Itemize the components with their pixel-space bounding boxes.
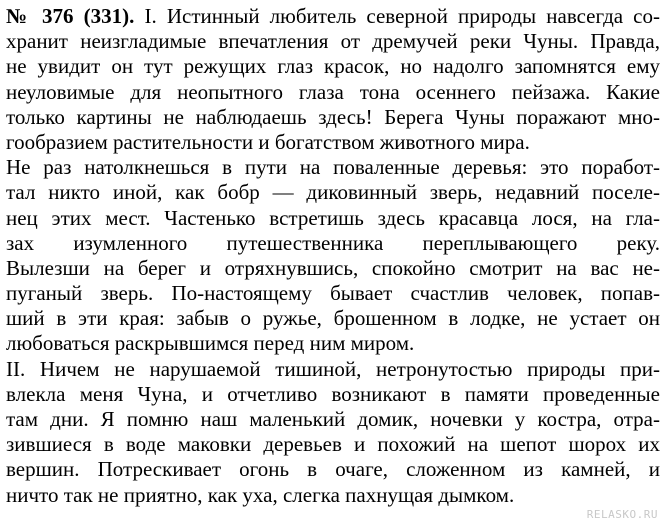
text-line: не увидит он тут режущих глаз красок, но надолго запомнятся ему — [6, 54, 660, 79]
text-line: пуганый зверь. По-настоящему бывает счастлив человек, попав- — [6, 281, 660, 306]
text-line: Вылезши на берег и отряхнувшись, спокойно смотрит на вас не- — [6, 255, 660, 280]
text-line: только картины не наблюдаешь здесь! Берега Чуны поражают мно- — [6, 104, 660, 129]
text-line: вершин. Потрескивает огонь в очаге, сложенном из камней, и — [6, 457, 660, 482]
paragraph-end-line: гообразием растительности и богатством животного мира. — [6, 129, 530, 154]
text-line: Не раз натолкнешься в пути на поваленные деревья: это поработ- — [6, 155, 660, 180]
text-line: зах изумленного путешественника переплывающего реку. — [6, 230, 660, 255]
text-line-1 — [6, 4, 660, 29]
text-line: влекла меня Чуна, и отчетливо возникают в памяти проведенные — [6, 381, 660, 406]
text-line: неуловимые для неопытного глаза тона осеннего пейзажа. Какие — [6, 79, 660, 104]
text-line: нец этих мест. Частенько встретишь здесь красавца лося, на гла- — [6, 205, 660, 230]
paragraph-end-line: любоваться раскрывшимся перед ним миром. — [6, 331, 415, 356]
text-line: тал никто иной, как бобр — диковинный зверь, недавний поселе- — [6, 180, 660, 205]
site-watermark: RELASKO.RU — [586, 508, 658, 521]
text-line: там дни. Я помню наш маленький домик, ночевки у костра, отра- — [6, 407, 660, 431]
text-line: ший в эти края: забыв о ружье, брошенном в лодке, не устает он — [6, 306, 660, 331]
text-line: II. Ничем не нарушаемой тишиной, нетронутостью природы при- — [6, 356, 660, 381]
paragraph-end-line: ничто так не приятно, как уха, слегка пахнущая дымком. — [6, 482, 515, 507]
text-line: хранит неизгладимые впечатления от дремучей реки Чуны. Правда, — [6, 29, 660, 54]
exercise-number: № 376 (331). — [6, 4, 135, 28]
first-line-text: I. Истинный любитель северной природы навсегда со- — [134, 4, 660, 28]
text-line: зившиеся в воде маковки деревьев и похожий на шепот шорох их — [6, 432, 660, 457]
